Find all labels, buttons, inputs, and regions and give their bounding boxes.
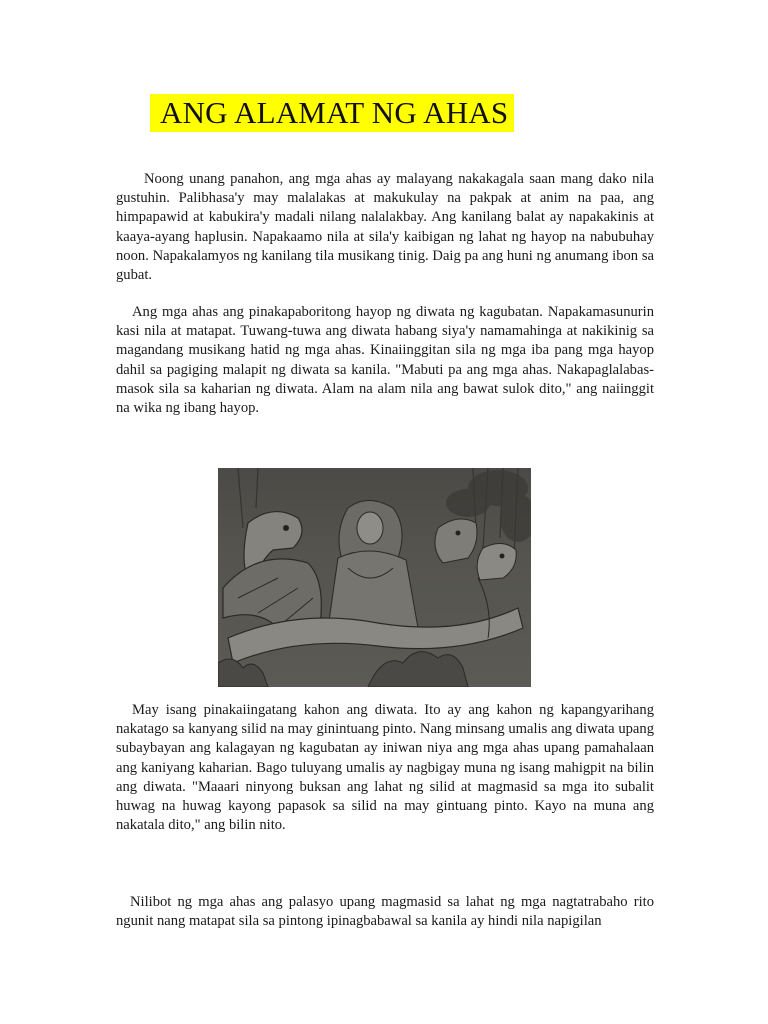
- story-illustration: [218, 468, 531, 687]
- paragraph-3: May isang pinakaiingatang kahon ang diwata. Ito ay ang kahon ng kapangyarihang nakatago sa kanyang silid na may ginintuang pinto. Nang minsang umalis ang diwata upang subaybayan ang kalagayan ng kagubatan ay iniwan niya ang mga ahas upang pamahalaan ang kaniyang kaharian. Bago tuluyang umalis ay nagbigay muna ng isang mahigpit na bilin ang diwata. "Maaari ninyong buksan ang lahat ng silid at magmasid sa mga ito subalit huwag na huwag kayong papasok sa silid na may gintuang pinto. Kayo na muna ang nakatala dito," ang bilin nito.: [116, 702, 654, 834]
- paragraph-1: Noong unang panahon, ang mga ahas ay malayang nakakagala saan mang dako nila gustuhin. Palibhasa'y may malalakas at makukulay na pakpak at anim na paa, ang himpapawid at kabukira'y madali nilang nalalakbay. Ang kanilang balat ay napakakinis at kaaya-ayang haplusin. Napakaamo nila at sila'y kaibigan ng lahat ng hayop na nabubuhay noon. Napakalamyos ng kanilang tila musikang tinig. Daig pa ang huni ng anumang ibon sa gubat.: [116, 171, 654, 284]
- title-block: [150, 94, 514, 132]
- paragraph-4: Nilibot ng mga ahas ang palasyo upang magmasid sa lahat ng mga nagtatrabaho rito ngunit nang matapat sila sa pintong ipinagbabawal sa kanila ay hindi nila napigilan: [116, 894, 654, 930]
- illustration-drawing: [218, 468, 531, 687]
- paragraph-2: Ang mga ahas ang pinakapaboritong hayop ng diwata ng kagubatan. Napakamasunurin kasi nila at matapat. Tuwang-tuwa ang diwata habang siya'y namamahinga at nakikinig sa magandang musikang hatid ng mga ahas. Kinaiinggitan sila ng mga iba pang mga hayop dahil sa pagiging malapit ng diwata sa kanila. "Mabuti pa ang mga ahas. Nakapaglalabas-masok sila sa kaharian ng diwata. Alam na alam nila ang bawat sulok dito," ang naiinggit na wika ng ibang hayop.: [116, 304, 654, 417]
- document-title: ANG ALAMAT NG AHAS: [150, 94, 514, 132]
